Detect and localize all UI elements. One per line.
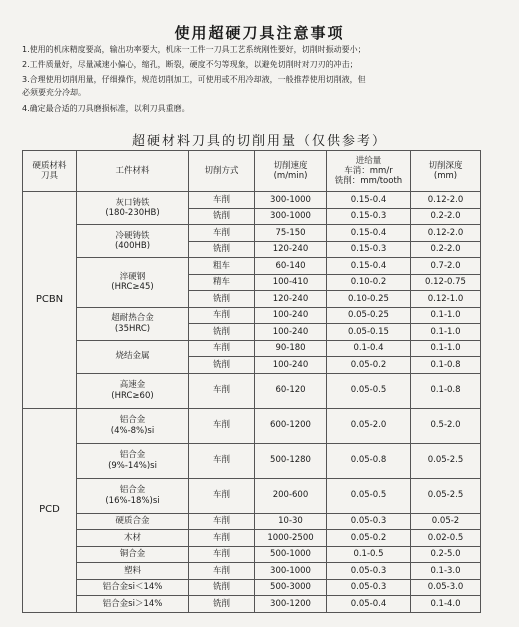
material-name-line: 铝合金si＜14% [102,582,163,593]
speed-cell: 600-1200 [255,408,327,443]
depth-cell: 0.12-0.75 [411,274,481,291]
material-name-line: (16%-18%)si [105,495,160,506]
depth-cell: 0.1-1.0 [411,324,481,341]
material-cell [77,546,189,563]
header-depth: 切削深度 (mm) [411,151,481,192]
depth-cell: 0.2-2.0 [411,208,481,225]
note-4: 4.确定最合适的刀具磨损标准，以利刀具重磨。 [22,104,190,113]
table-row [23,530,481,547]
feed-cell: 0.1-0.5 [327,546,411,563]
material-name-line: 冷硬铸铁 [115,230,150,241]
tool-type-cell: PCBN [23,192,77,409]
material-cell [77,579,189,596]
speed-cell: 120-240 [255,241,327,258]
speed-cell: 120-240 [255,291,327,308]
method-cell: 铣削 [189,579,255,596]
speed-cell: 10-30 [255,513,327,530]
speed-cell: 500-1280 [255,443,327,478]
speed-cell: 100-240 [255,307,327,324]
table-row [23,192,481,209]
material-cell [77,373,189,408]
feed-cell: 0.05-0.3 [327,563,411,580]
method-cell: 铣削 [189,208,255,225]
material-cell [77,192,189,225]
table-body [23,192,481,613]
tool-type-cell: PCD [23,408,77,612]
feed-cell: 0.05-0.4 [327,596,411,613]
method-cell: 粗车 [189,258,255,275]
method-cell: 铣削 [189,324,255,341]
feed-cell: 0.15-0.3 [327,241,411,258]
depth-cell: 0.1-1.0 [411,340,481,357]
feed-cell: 0.05-0.3 [327,513,411,530]
material-cell [77,478,189,513]
material-name-line: 铝合金 [119,450,146,461]
depth-cell: 0.2-2.0 [411,241,481,258]
header-speed: 切削速度 (m/min) [255,151,327,192]
table-row [23,340,481,357]
depth-cell: 0.1-3.0 [411,563,481,580]
method-cell: 铣削 [189,241,255,258]
cutting-parameter-table [22,150,481,613]
feed-cell: 0.15-0.3 [327,208,411,225]
table-row [23,258,481,275]
header-method: 切削方式 [189,151,255,192]
depth-cell: 0.05-2.5 [411,478,481,513]
material-name-line: 铝合金 [119,485,146,496]
material-name-line: 木材 [123,532,141,543]
table-row [23,443,481,478]
depth-cell: 0.05-2.5 [411,443,481,478]
material-name-line: 淬硬钢 [119,272,146,283]
material-name-line: 高速金 [119,380,146,391]
material-cell [77,530,189,547]
feed-cell: 0.05-0.15 [327,324,411,341]
depth-cell: 0.12-2.0 [411,225,481,242]
speed-cell: 300-1200 [255,596,327,613]
depth-cell: 0.12-2.0 [411,192,481,209]
material-name-line: (400HB) [114,241,151,251]
feed-cell: 0.05-0.2 [327,357,411,374]
method-cell: 车削 [189,307,255,324]
speed-cell: 60-140 [255,258,327,275]
depth-cell: 0.2-5.0 [411,546,481,563]
material-cell [77,408,189,443]
table-row [23,307,481,324]
material-cell [77,340,189,373]
material-name-line: (4%-8%)si [110,425,155,436]
depth-cell: 0.1-0.8 [411,373,481,408]
table-row [23,579,481,596]
material-cell [77,513,189,530]
depth-cell: 0.05-3.0 [411,579,481,596]
feed-cell: 0.05-0.8 [327,443,411,478]
table-row [23,408,481,443]
note-2: 2.工件质量好，尽量减速小偏心，缩孔，断裂，硬度不匀等现象，以避免切削时对刀刃的冲击； [22,60,358,69]
method-cell: 铣削 [189,291,255,308]
table-row [23,563,481,580]
speed-cell: 300-1000 [255,563,327,580]
header-tool: 硬质材料 刀具 [23,151,77,192]
material-name-line: 灰口铸铁 [115,197,150,208]
material-name-line: 塑料 [123,565,141,576]
method-cell: 铣削 [189,357,255,374]
speed-cell: 1000-2500 [255,530,327,547]
method-cell: 车削 [189,408,255,443]
table-row [23,373,481,408]
method-cell: 车削 [189,373,255,408]
feed-cell: 0.05-0.25 [327,307,411,324]
material-cell [77,225,189,258]
material-name-line: 超耐热合金 [111,313,154,324]
feed-cell: 0.05-0.5 [327,373,411,408]
material-name-line: 铝合金si＞14% [102,598,163,609]
table-title: 超硬材料刀具的切削用量（仅供参考） [131,134,387,149]
speed-cell: 100-240 [255,324,327,341]
table-row [23,546,481,563]
material-name-line: 硬质合金 [115,516,150,527]
speed-cell: 75-150 [255,225,327,242]
speed-cell: 300-1000 [255,192,327,209]
feed-cell: 0.05-0.3 [327,579,411,596]
speed-cell: 100-240 [255,357,327,374]
speed-cell: 60-120 [255,373,327,408]
material-name-line: 铜合金 [119,549,146,560]
material-name-line: (HRC≥60) [111,390,154,401]
method-cell: 车削 [189,478,255,513]
header-feed: 进给量 车消：mm/r 铣削：mm/tooth [327,151,411,192]
feed-cell: 0.1-0.4 [327,340,411,357]
note-1: 1.使用的机床精度要高，输出功率要大，机床一工件一刀具工艺系统刚性要好，切削时振动要小； [22,45,366,54]
depth-cell: 0.1-0.8 [411,357,481,374]
table-row [23,478,481,513]
depth-cell: 0.1-1.0 [411,307,481,324]
feed-cell: 0.15-0.4 [327,225,411,242]
header-material: 工件材料 [77,151,189,192]
depth-cell: 0.05-2 [411,513,481,530]
depth-cell: 0.02-0.5 [411,530,481,547]
method-cell: 车削 [189,225,255,242]
feed-cell: 0.05-0.5 [327,478,411,513]
note-3: 3.合理使用切削用量，仔细操作，规范切削加工，可使用或不用冷却液，一般推荐使用切削液，但 [22,75,366,84]
material-name-line: (9%-14%)si [108,460,157,471]
feed-cell: 0.05-0.2 [327,530,411,547]
method-cell: 精车 [189,274,255,291]
feed-cell: 0.05-2.0 [327,408,411,443]
document-title: 使用超硬刀具注意事项 [174,24,345,42]
material-name-line: (35HRC) [114,323,151,334]
feed-cell: 0.10-0.2 [327,274,411,291]
table-header-row [23,151,481,192]
material-name-line: (180-230HB) [105,208,160,218]
material-name-line: 铝合金 [119,415,146,426]
material-cell [77,258,189,308]
depth-cell: 0.12-1.0 [411,291,481,308]
speed-cell: 90-180 [255,340,327,357]
feed-cell: 0.15-0.4 [327,192,411,209]
speed-cell: 200-600 [255,478,327,513]
table-row [23,225,481,242]
material-cell [77,443,189,478]
method-cell: 车削 [189,192,255,209]
material-cell [77,596,189,613]
method-cell: 车削 [189,530,255,547]
method-cell: 车削 [189,443,255,478]
speed-cell: 100-410 [255,274,327,291]
speed-cell: 500-1000 [255,546,327,563]
method-cell: 车削 [189,563,255,580]
material-cell [77,307,189,340]
method-cell: 车削 [189,513,255,530]
feed-cell: 0.10-0.25 [327,291,411,308]
method-cell: 车削 [189,546,255,563]
material-name-line: (HRC≥45) [111,282,154,293]
note-3-continued: 必须要充分冷却。 [22,88,86,97]
feed-cell: 0.15-0.4 [327,258,411,275]
speed-cell: 300-1000 [255,208,327,225]
method-cell: 铣削 [189,596,255,613]
material-name-line: 烧结金属 [115,351,150,362]
material-cell [77,563,189,580]
depth-cell: 0.5-2.0 [411,408,481,443]
method-cell: 车削 [189,340,255,357]
depth-cell: 0.7-2.0 [411,258,481,275]
depth-cell: 0.1-4.0 [411,596,481,613]
speed-cell: 500-3000 [255,579,327,596]
table-row [23,596,481,613]
table-row [23,513,481,530]
